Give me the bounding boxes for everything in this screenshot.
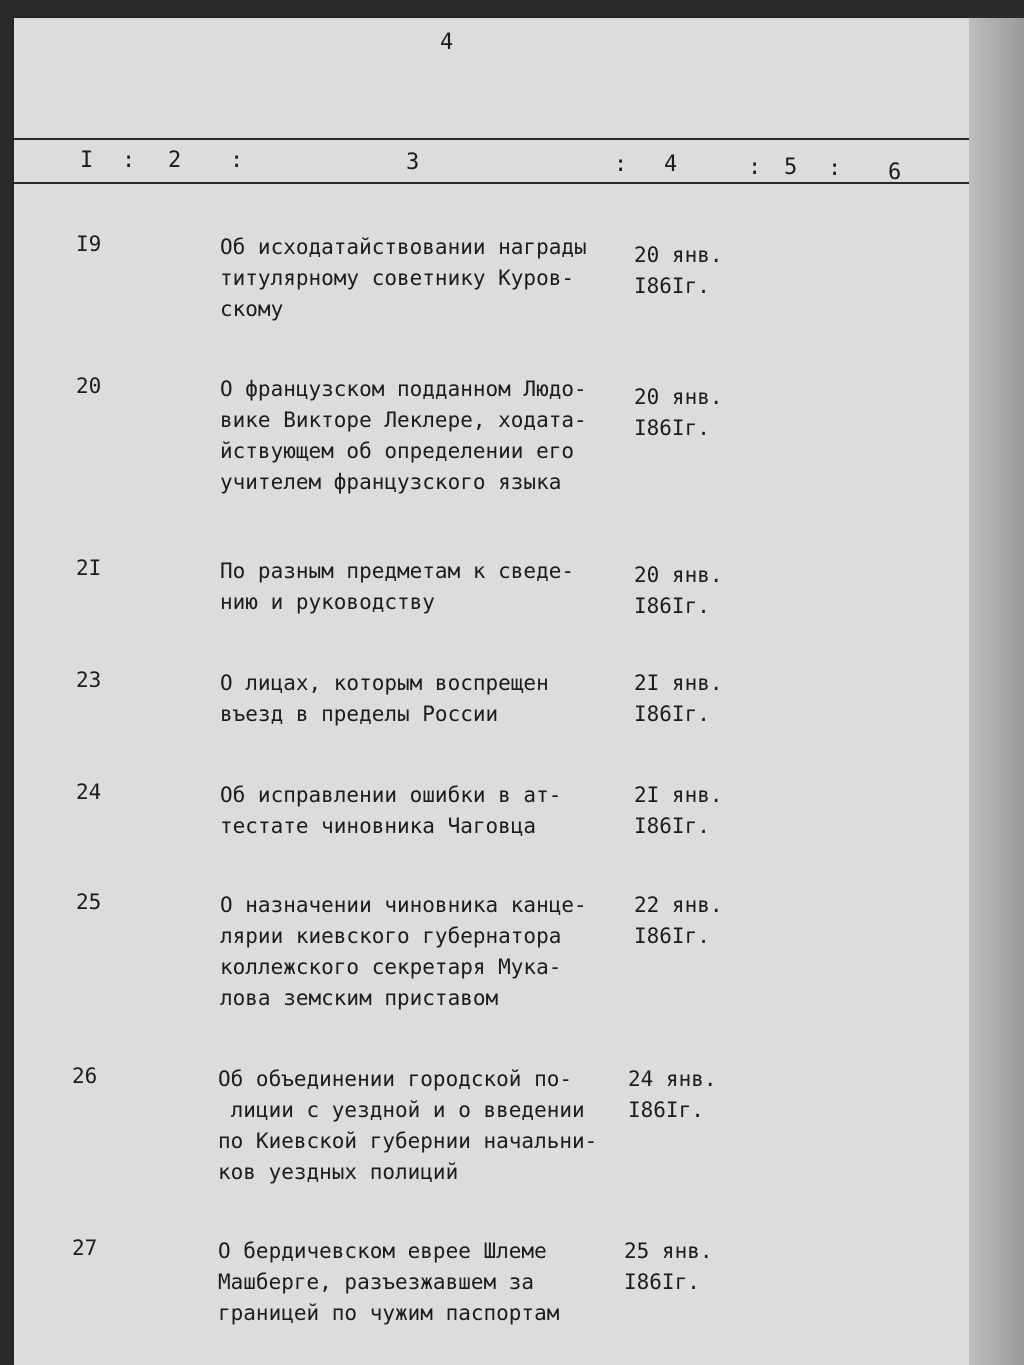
row-title: По разным предметам к сведе- нию и руководству [220,559,575,614]
row-title: О бердичевском еврее Шлеме Машберге, разъезжавшем за границей по чужим паспортам [218,1239,560,1325]
header-col-1: I [80,148,94,173]
row-date: 25 янв. I86Iг. [624,1239,713,1294]
page-number: 4 [440,30,454,55]
row-number: 27 [72,1236,98,1260]
header-bottom-rule [14,182,969,184]
header-sep: : [122,148,136,173]
row-number: 2I [76,556,102,580]
row-number: 26 [72,1064,98,1088]
header-top-rule [14,138,969,140]
header-sep: : [614,152,628,177]
row-date: 20 янв. I86Iг. [634,563,723,618]
row-date: 2I янв. I86Iг. [634,783,723,838]
header-sep: : [748,155,762,180]
header-sep: : [230,148,244,173]
row-date: 2I янв. I86Iг. [634,671,723,726]
header-col-5: 5 [784,155,798,180]
header-col-2: 2 [168,148,182,173]
row-date: 20 янв. I86Iг. [634,243,723,298]
header-col-3: 3 [406,150,420,175]
row-title: Об объединении городской по- лиции с уездной и о введении по Киевской губернии начальни- ков уездных полиций [218,1067,598,1184]
row-title: Об исправлении ошибки в ат- тестате чиновника Чаговца [220,783,562,838]
row-title: Об исходатайствовании награды титулярному советнику Куров- скому [220,235,587,321]
header-col-6: 6 [888,160,902,185]
row-title: О французском подданном Людо- вике Викторе Леклере, ходата- йствующем об определении его учителем французского языка [220,377,587,494]
row-number: 23 [76,668,102,692]
row-number: 24 [76,780,102,804]
header-sep: : [828,156,842,181]
row-title: О лицах, которым воспрещен въезд в пределы России [220,671,549,726]
row-date: 20 янв. I86Iг. [634,385,723,440]
row-date: 24 янв. I86Iг. [628,1067,717,1122]
header-col-4: 4 [664,152,678,177]
row-date: 22 янв. I86Iг. [634,893,723,948]
row-title: О назначении чиновника канце- лярии киевского губернатора коллежского секретаря Мука- лова земским приставом [220,893,587,1010]
row-number: 20 [76,374,102,398]
row-number: 25 [76,890,102,914]
row-number: I9 [76,232,102,256]
page-edge [969,18,1024,1365]
